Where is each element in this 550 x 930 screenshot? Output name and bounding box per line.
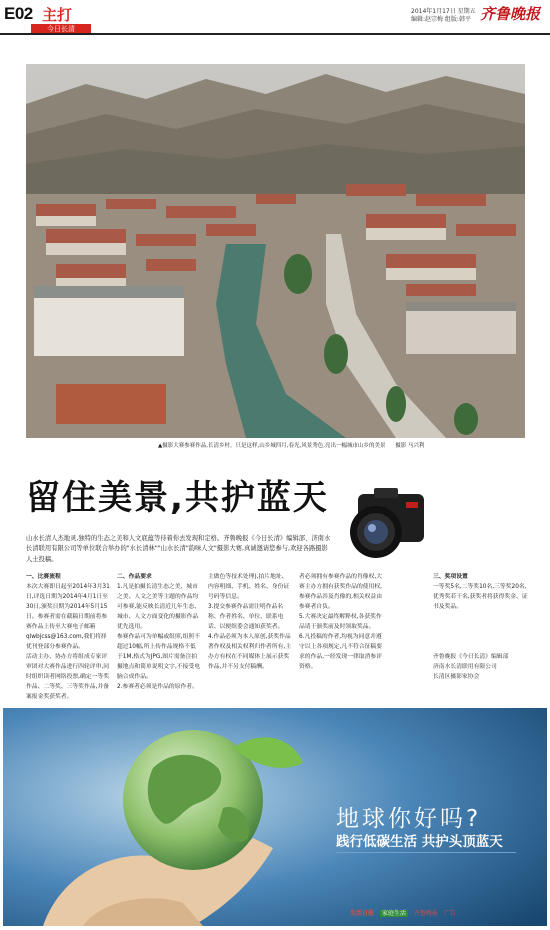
page-number: E02 <box>4 4 33 23</box>
organizer: 长清区摄影家协会 <box>433 674 480 680</box>
camera-icon <box>340 488 430 568</box>
col1-para: 活动主办、协办方将组成专家评审团对大赛作品进行四轮评审,同时组织读者网络投票,确定一等奖作品、二等奖、三等奖作品,并备案报金奖获奖者。 <box>26 654 109 700</box>
rules-column-4 <box>299 572 383 672</box>
ad-footer-item: 生活日报 <box>350 910 375 917</box>
caption-credit: 摄影 马兴利 <box>395 443 425 449</box>
organizer: 齐鲁晚报《今日长清》编辑部 <box>433 654 509 660</box>
village-photo <box>26 64 525 438</box>
col3-para: 3.提交参赛作品需注明作品名称、作者姓名、单位、联系电话、以便组委会通知获奖者。 <box>208 604 284 630</box>
page-header <box>0 0 550 36</box>
col4-para: 者必须拥有参赛作品的肖像权,大赛主办方拥有获奖作品的使用权,参赛作品涉及肖像的,相关权益由参赛者自负。 <box>299 574 382 610</box>
col4-para: 6.凡投稿的作者,均视为同意并遵守以上各项规定,凡不符合征稿要求的作品,一经发现一律取消参评资格。 <box>299 634 382 670</box>
article-title: 留住美景,共护蓝天 <box>26 478 329 518</box>
ad-footer-item: 家庭生活 <box>381 910 406 917</box>
col2-para: 1.凡是拍摄长清生态之美、城市之美、人文之美等主题的作品均可参赛,能反映长清近几年生态、城市、人文方面变化的摄影作品优先选用。 <box>117 584 200 630</box>
date-line: 2014年1月17日 星期五 <box>411 8 476 15</box>
col4-para: 5.大赛决定最终解释权,各获奖作品请于颁奖前及时领取奖品。 <box>299 614 382 630</box>
col2-para: 参赛作品可为单幅或组照,组照不超过10幅,所上传作品规格不低于1M,格式为JPG,图片需备注拍摄地点和简单说明文字,不接受电脑合成作品。 <box>117 634 200 680</box>
col3-para: 4.作品必须为本人原创,获奖作品著作权及相关权利归作者所有,主办方有权在不同媒体上展示获奖作品,并不另支付稿酬。 <box>208 634 291 670</box>
col1-para: 本次大赛即日起至2014年3月31日,评选日期为2014年4月1日至30日,颁奖日期为2014年5月15日。参赛者需在截稿日期前将参赛作品上传至大赛电子邮箱qlwbjcss@163.com,我们将择优刊登部分参赛作品。 <box>26 584 110 650</box>
photo-caption <box>158 441 538 449</box>
article-intro: 山水长清人杰地灵,独特的生态之美和人文底蕴等待着你去发现和定格。齐鲁晚报《今日长清》编辑部、济南水长清联用有限公司等单位联合举办的"水长清林""山水长清"韵味人文"摄影大赛,真诚邀请您参与,欢迎各路摄影人士投稿。 <box>26 535 331 563</box>
newspaper-brand: 齐鲁晚报 <box>480 5 541 23</box>
organizer: 济南水长清联用有限公司 <box>433 664 497 670</box>
col1-heading: 一、比赛流程 <box>26 574 61 580</box>
rules-column-1 <box>26 572 110 702</box>
ad-headline: 地球你好吗? <box>336 806 482 832</box>
editor-line: 编辑:赵宗梅 组版:韩平 <box>411 16 471 23</box>
col3-para: 主做色等技术处理),拍片地址、内容明细、手机、姓名、身份证号码等信息。 <box>208 574 290 600</box>
caption-text: ▲摄影大赛参赛作品,长清乡村。只是这样,山乡城四月,春光,风景秀色,亮出一幅城市山乡的美景 <box>158 443 386 449</box>
col5-heading: 三、奖项设置 <box>433 574 468 580</box>
ad-footer <box>350 908 460 917</box>
rules-column-2 <box>117 572 201 692</box>
rules-column-3 <box>208 572 292 672</box>
ad-footer-item: 广告 <box>443 910 456 917</box>
ad-divider <box>336 852 516 853</box>
ad-subline: 践行低碳生活 共护头顶蓝天 <box>336 834 503 850</box>
ad-footer-item: 齐鲁晚报 <box>413 910 438 917</box>
sub-section-label: 今日长清 <box>31 24 91 34</box>
header-rule <box>0 33 550 35</box>
col5-para: 一等奖5名,二等奖10名,三等奖20名,优秀奖若干名,获奖者将获得奖金、证书及奖品。 <box>433 584 528 610</box>
col2-heading: 二、作品要求 <box>117 574 152 580</box>
section-title: 主打 <box>42 6 73 24</box>
organizers-list <box>433 652 528 682</box>
rules-column-5 <box>433 572 528 612</box>
col2-para: 2.参赛者必须是作品的原作者。 <box>117 684 198 690</box>
